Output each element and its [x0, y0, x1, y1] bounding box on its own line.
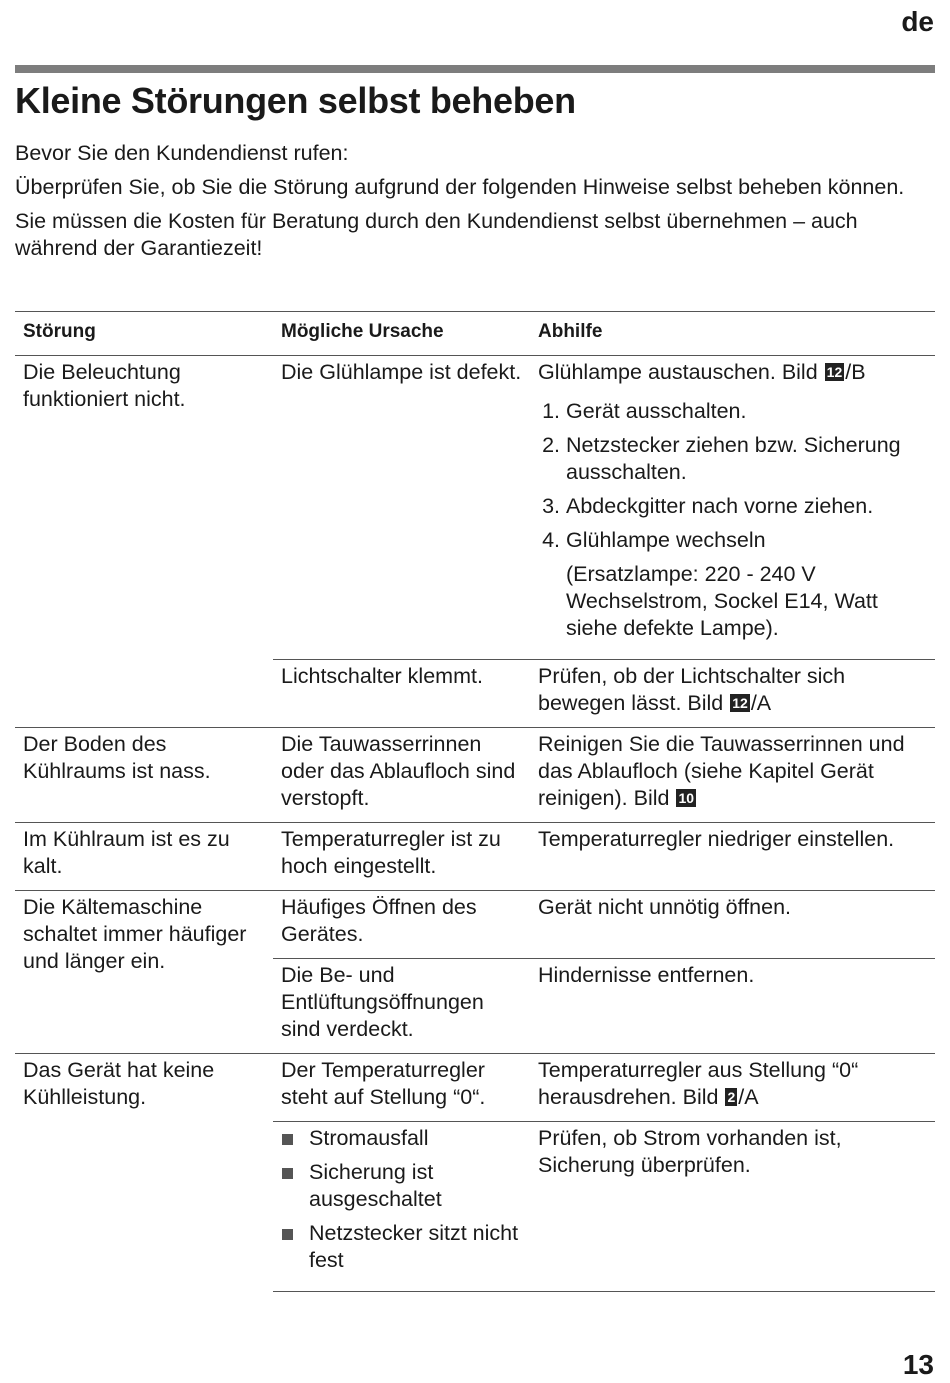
table-row [15, 891, 935, 959]
figure-ref-badge: 10 [678, 790, 695, 806]
language-code: de [901, 6, 934, 37]
intro-text [15, 140, 935, 269]
page-number: 13 [902, 1349, 934, 1380]
list-item [281, 1159, 522, 1213]
figure-ref-badge: 12 [732, 695, 748, 711]
bullet-text: Sicherung ist ausgeschaltet [309, 1160, 442, 1211]
list-item [281, 1125, 522, 1152]
remedy-text: Prüfen, ob der Lichtschalter sich bewegen lässt. Bild [538, 664, 846, 715]
remedy-cell [530, 1054, 935, 1122]
list-item: 1. Gerät ausschalten. [566, 398, 927, 425]
step-text: Glühlampe wechseln [566, 528, 766, 552]
fault-cell: Die Beleuchtung funktioniert nicht. [15, 356, 273, 728]
remedy-cell [530, 660, 935, 728]
cause-cell: Häufiges Öffnen des Gerätes. [273, 891, 530, 959]
remedy-text: Glühlampe austauschen. Bild [538, 360, 824, 384]
figure-ref-suffix: /A [738, 1085, 759, 1109]
intro-paragraph: Sie müssen die Kosten für Beratung durch den Kundendienst selbst übernehmen – auch während der Garantiezeit! [15, 209, 858, 260]
bullet-text: Netzstecker sitzt nicht fest [309, 1221, 519, 1272]
figure-ref-badge: 12 [826, 364, 843, 380]
remedy-cell: Prüfen, ob Strom vorhanden ist, Sicherung überprüfen. [530, 1122, 935, 1292]
fault-cell: Das Gerät hat keine Kühlleistung. [15, 1054, 273, 1292]
remedy-text: Temperaturregler aus Stellung “0“ herausdrehen. Bild [538, 1058, 859, 1109]
cause-cell [273, 1122, 530, 1292]
figure-ref-badge: 2 [727, 1089, 736, 1105]
remedy-text: Reinigen Sie die Tauwasserrinnen und das Ablaufloch (siehe Kapitel Gerät reinigen). Bild [538, 732, 905, 810]
remedy-cell: Temperaturregler niedriger einstellen. [530, 823, 935, 891]
square-bullet-icon [282, 1168, 293, 1179]
remedy-cell: Hindernisse entfernen. [530, 959, 935, 1054]
figure-ref-suffix: /B [845, 360, 866, 384]
cause-cell: Die Tauwasserrinnen oder das Ablaufloch sind verstopft. [273, 728, 530, 823]
cause-cell: Die Be- und Entlüftungsöffnungen sind verdeckt. [273, 959, 530, 1054]
intro-paragraph: Bevor Sie den Kundendienst rufen: [15, 141, 349, 165]
list-item [566, 527, 927, 642]
table-row [15, 1054, 935, 1122]
column-header-remedy: Abhilfe [530, 312, 935, 356]
fault-cell: Der Boden des Kühlraums ist nass. [15, 728, 273, 823]
replacement-note: (Ersatzlampe: 220 - 240 V Wechselstrom, Sockel E14, Watt siehe defekte Lampe). [566, 562, 878, 640]
square-bullet-icon [282, 1134, 293, 1145]
column-header-cause: Mögliche Ursache [273, 312, 530, 356]
cause-cell: Lichtschalter klemmt. [273, 660, 530, 728]
page-title: Kleine Störungen selbst beheben [15, 80, 576, 121]
intro-paragraph: Überprüfen Sie, ob Sie die Störung aufgrund der folgenden Hinweise selbst beheben können. [15, 175, 905, 199]
cause-cell: Die Glühlampe ist defekt. [273, 356, 530, 660]
cause-cell: Temperaturregler ist zu hoch eingestellt. [273, 823, 530, 891]
list-item: 2. Netzstecker ziehen bzw. Sicherung ausschalten. [566, 432, 927, 486]
cause-bullet-list [281, 1125, 522, 1274]
fault-cell: Im Kühlraum ist es zu kalt. [15, 823, 273, 891]
column-header-fault: Störung [15, 312, 273, 356]
table-header-row [15, 312, 935, 356]
table-row [15, 728, 935, 823]
fault-cell: Die Kältemaschine schaltet immer häufiger und länger ein. [15, 891, 273, 1054]
table-row [15, 356, 935, 660]
troubleshooting-table [15, 311, 935, 1292]
list-item [281, 1220, 522, 1274]
remedy-cell [530, 356, 935, 660]
remedy-cell: Gerät nicht unnötig öffnen. [530, 891, 935, 959]
cause-cell: Der Temperaturregler steht auf Stellung “0“. [273, 1054, 530, 1122]
header-rule [15, 65, 935, 73]
steps-list [538, 398, 927, 642]
square-bullet-icon [282, 1229, 293, 1240]
remedy-cell [530, 728, 935, 823]
bullet-text: Stromausfall [309, 1126, 429, 1150]
table-row [15, 823, 935, 891]
figure-ref-suffix: /A [750, 691, 772, 715]
list-item: 3. Abdeckgitter nach vorne ziehen. [566, 493, 927, 520]
